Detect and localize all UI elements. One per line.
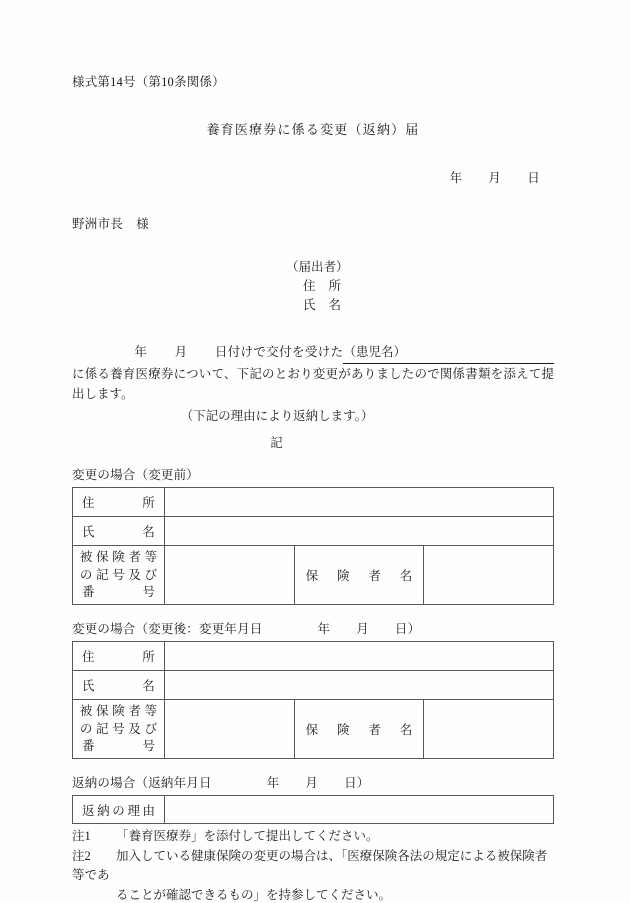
table-row bbox=[73, 488, 554, 517]
body-line2: 係る養育医療券について、下記のとおり変更がありましたので関係書類を添えて提出します。 bbox=[72, 366, 554, 402]
label-insured-line2 bbox=[73, 721, 164, 739]
body-paragraph bbox=[72, 342, 554, 405]
label-return-reason bbox=[73, 796, 165, 824]
addressee bbox=[72, 214, 554, 232]
glyph: 被 bbox=[79, 703, 93, 718]
body-date-month: 月 bbox=[174, 344, 188, 359]
section-caption-after-year: 年 bbox=[317, 622, 331, 637]
field-after-insured-number[interactable] bbox=[165, 700, 295, 759]
label-name-a: 氏 bbox=[82, 679, 95, 694]
glyph: 記 bbox=[96, 567, 109, 582]
section-caption-return-year: 年 bbox=[266, 776, 280, 791]
glyph: び bbox=[144, 567, 158, 582]
table-after-change bbox=[72, 641, 554, 759]
table-before-change bbox=[72, 487, 554, 605]
glyph: 保 bbox=[305, 723, 319, 738]
glyph: 保 bbox=[96, 549, 109, 564]
form-number: 様式第14号（第10条関係） bbox=[72, 75, 225, 89]
table-return bbox=[72, 795, 554, 824]
submission-date-line bbox=[72, 168, 554, 186]
submitter-heading: （届出者） bbox=[286, 259, 349, 274]
footnote-2-continuation: ることが確認できるもの」を持参してください。 bbox=[116, 887, 392, 902]
glyph: の bbox=[112, 803, 125, 818]
glyph: 号 bbox=[142, 739, 155, 754]
label-address-a: 住 bbox=[82, 496, 95, 511]
field-after-insurer-name[interactable] bbox=[424, 700, 554, 759]
return-reason-note: （下記の理由により返納します。） bbox=[180, 409, 374, 424]
date-year-label: 年 bbox=[449, 170, 463, 185]
glyph: 者 bbox=[128, 549, 141, 564]
submitter-address-row bbox=[286, 277, 554, 296]
table-row bbox=[73, 700, 554, 759]
glyph: 者 bbox=[368, 569, 381, 584]
glyph: 及 bbox=[128, 721, 141, 736]
glyph: 記 bbox=[96, 721, 109, 736]
label-address-b: 所 bbox=[142, 650, 155, 665]
footnote-1-tag: 注1 bbox=[72, 829, 91, 844]
body-date-year: 年 bbox=[134, 344, 148, 359]
section-caption-return-lead: 返納の場合（返納年月日 bbox=[72, 776, 212, 791]
glyph: 名 bbox=[399, 723, 413, 738]
glyph: 返 bbox=[82, 803, 95, 818]
label-insured-line1 bbox=[73, 549, 164, 567]
glyph: 者 bbox=[128, 703, 141, 718]
field-before-insured-number[interactable] bbox=[165, 546, 295, 605]
field-before-insurer-name[interactable] bbox=[424, 546, 554, 605]
glyph: 名 bbox=[399, 569, 413, 584]
glyph: 保 bbox=[96, 703, 109, 718]
label-name-b: 名 bbox=[142, 525, 155, 540]
glyph: 険 bbox=[337, 569, 350, 584]
body-after-blank-text: に bbox=[72, 366, 85, 381]
label-address bbox=[73, 642, 165, 671]
glyph: の bbox=[79, 721, 93, 736]
field-after-address[interactable] bbox=[165, 642, 554, 671]
label-insured-line1 bbox=[73, 703, 164, 721]
glyph: 険 bbox=[112, 549, 125, 564]
footnote-2 bbox=[72, 847, 554, 903]
submitter-address-label-a: 住 bbox=[303, 278, 316, 293]
table-row bbox=[73, 671, 554, 700]
addressee-recipient: 野洲市長 bbox=[72, 216, 124, 231]
section-caption-return-day: 日） bbox=[344, 776, 370, 791]
glyph: 納 bbox=[97, 803, 110, 818]
label-address-a: 住 bbox=[82, 650, 95, 665]
date-month-label: 月 bbox=[488, 170, 502, 185]
label-name bbox=[73, 671, 165, 700]
addressee-honorific: 様 bbox=[136, 216, 150, 231]
glyph: 番 bbox=[82, 585, 95, 600]
glyph: 号 bbox=[142, 585, 155, 600]
submitter-name-row bbox=[286, 296, 554, 315]
date-day-label: 日 bbox=[527, 170, 540, 185]
table-row bbox=[73, 517, 554, 546]
table-row bbox=[73, 546, 554, 605]
table-row bbox=[73, 796, 554, 824]
section-caption-after bbox=[72, 619, 554, 637]
glyph: の bbox=[79, 567, 93, 582]
glyph: 被 bbox=[79, 549, 93, 564]
label-insurer-name bbox=[294, 700, 424, 759]
label-insured-line2 bbox=[73, 567, 164, 585]
footnote-2-tag: 注2 bbox=[72, 848, 91, 863]
glyph: 号 bbox=[112, 567, 125, 582]
label-name-b: 名 bbox=[142, 679, 155, 694]
section-caption-after-month: 月 bbox=[356, 622, 369, 637]
glyph: 及 bbox=[128, 567, 141, 582]
document-title: 養育医療券に係る変更（返納）届 bbox=[206, 121, 420, 137]
label-insured-number bbox=[73, 546, 165, 605]
glyph: 険 bbox=[112, 703, 125, 718]
glyph: 理 bbox=[127, 803, 140, 818]
footnote-1 bbox=[72, 827, 554, 846]
label-insurer-name bbox=[294, 546, 424, 605]
footnote-2-text: 加入している健康保険の変更の場合は、「医療保険各法の規定による被保険者等であ bbox=[72, 848, 548, 883]
section-caption-after-lead: 変更の場合（変更後：変更年月日 bbox=[72, 622, 263, 637]
label-address bbox=[73, 488, 165, 517]
section-caption-return-month: 月 bbox=[305, 776, 319, 791]
label-insured-line3 bbox=[73, 584, 164, 602]
glyph: 保 bbox=[305, 569, 319, 584]
ki-mark: 記 bbox=[270, 436, 284, 451]
glyph: 等 bbox=[144, 703, 158, 718]
glyph: 険 bbox=[337, 723, 350, 738]
section-caption-after-day: 日） bbox=[394, 622, 421, 637]
table-row bbox=[73, 642, 554, 671]
submitter-address-label-b: 所 bbox=[328, 278, 342, 293]
label-name bbox=[73, 517, 165, 546]
child-name-label: （患児名） bbox=[343, 344, 406, 359]
field-before-address[interactable] bbox=[165, 488, 554, 517]
glyph: 号 bbox=[112, 721, 125, 736]
child-name-fill[interactable] bbox=[343, 342, 554, 364]
glyph: び bbox=[144, 721, 158, 736]
form-sheet bbox=[72, 76, 554, 903]
label-address-b: 所 bbox=[142, 496, 155, 511]
footnotes bbox=[72, 827, 554, 903]
label-name-a: 氏 bbox=[82, 525, 95, 540]
glyph: 番 bbox=[82, 739, 95, 754]
field-return-reason[interactable] bbox=[165, 796, 554, 824]
glyph: 等 bbox=[144, 549, 158, 564]
section-caption-before: 変更の場合（変更前） bbox=[72, 468, 200, 483]
field-after-name[interactable] bbox=[165, 671, 554, 700]
glyph: 由 bbox=[142, 803, 155, 818]
section-caption-return bbox=[72, 773, 554, 791]
body-after-date-text: 日付けで交付を受けた bbox=[214, 344, 344, 359]
field-before-name[interactable] bbox=[165, 517, 554, 546]
label-insured-line3 bbox=[73, 738, 164, 756]
footnote-1-text: 「養育医療券」を添付して提出してください。 bbox=[116, 829, 379, 844]
submitter-name-label-a: 氏 bbox=[303, 298, 316, 313]
glyph: 者 bbox=[368, 723, 381, 738]
label-insured-number bbox=[73, 700, 165, 759]
submitter-name-label-b: 名 bbox=[328, 298, 342, 313]
submitter-block bbox=[72, 258, 554, 316]
